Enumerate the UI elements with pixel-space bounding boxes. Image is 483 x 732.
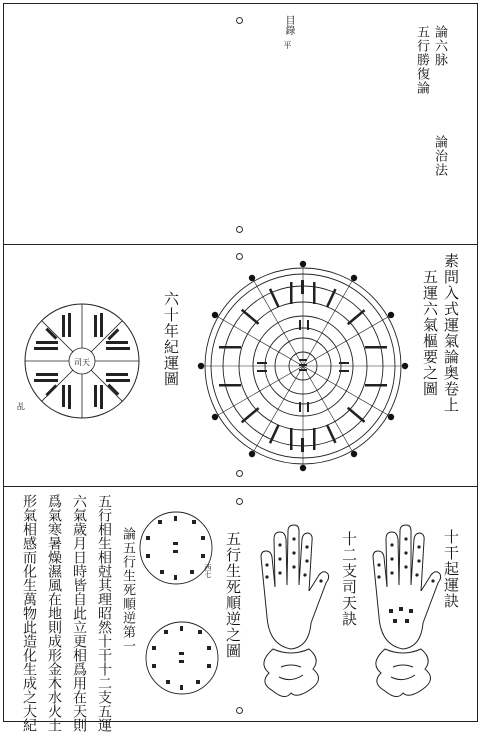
middle-panel bbox=[3, 245, 478, 485]
essay-line-2: 六氣歲月日時皆自此立更相爲用在天則 bbox=[71, 494, 87, 732]
toc-label: 目錄 bbox=[283, 15, 294, 35]
wuxing-circle-lower bbox=[142, 618, 222, 698]
main-title-column-1: 素問入式運氣論奥卷上 bbox=[442, 253, 460, 413]
wuxing-title: 五行生死順逆之圖 bbox=[224, 531, 242, 659]
binding-hole bbox=[236, 707, 243, 714]
binding-hole bbox=[236, 17, 243, 24]
essay-line-3: 爲氣寒暑燥濕風在地則成形金木水火土 bbox=[46, 494, 62, 732]
margin-mark: 乩 bbox=[17, 402, 25, 411]
wuxing-circle-upper bbox=[136, 508, 216, 588]
dizhi-title: 十二支司天訣 bbox=[340, 531, 358, 627]
hand-figure-dizhi bbox=[247, 517, 337, 707]
essay-line-1: 五行相生相尅其理昭然十干十二支五運 bbox=[96, 494, 112, 732]
bottom-panel bbox=[3, 487, 478, 732]
wheel-center-label: 司天 bbox=[74, 358, 90, 367]
main-title-column-2: 五運六氣樞要之圖 bbox=[421, 269, 439, 397]
top-panel bbox=[3, 3, 478, 243]
ganzhi-title: 十干起運訣 bbox=[442, 529, 460, 609]
essay-heading: 論五行生死順逆第一 bbox=[120, 527, 135, 653]
sixty-year-wheel bbox=[22, 301, 142, 421]
hand-figure-ganzhi bbox=[359, 517, 449, 707]
small-mark: 西七 bbox=[204, 564, 212, 578]
sixty-year-title: 六十年紀運圖 bbox=[162, 291, 180, 387]
toc-marker: 平 bbox=[283, 41, 292, 49]
binding-hole bbox=[236, 226, 243, 233]
toc-entry-wuxing: 五行勝復論 bbox=[414, 25, 429, 95]
toc-entry-liumai: 論六脉 bbox=[432, 25, 447, 67]
binding-hole bbox=[236, 498, 243, 505]
toc-entry-zhifa: 論治法 bbox=[432, 135, 447, 177]
wuyun-liuqi-wheel bbox=[195, 258, 411, 474]
essay-line-4: 形氣相感而化生萬物此造化生成之大紀 bbox=[21, 494, 37, 732]
